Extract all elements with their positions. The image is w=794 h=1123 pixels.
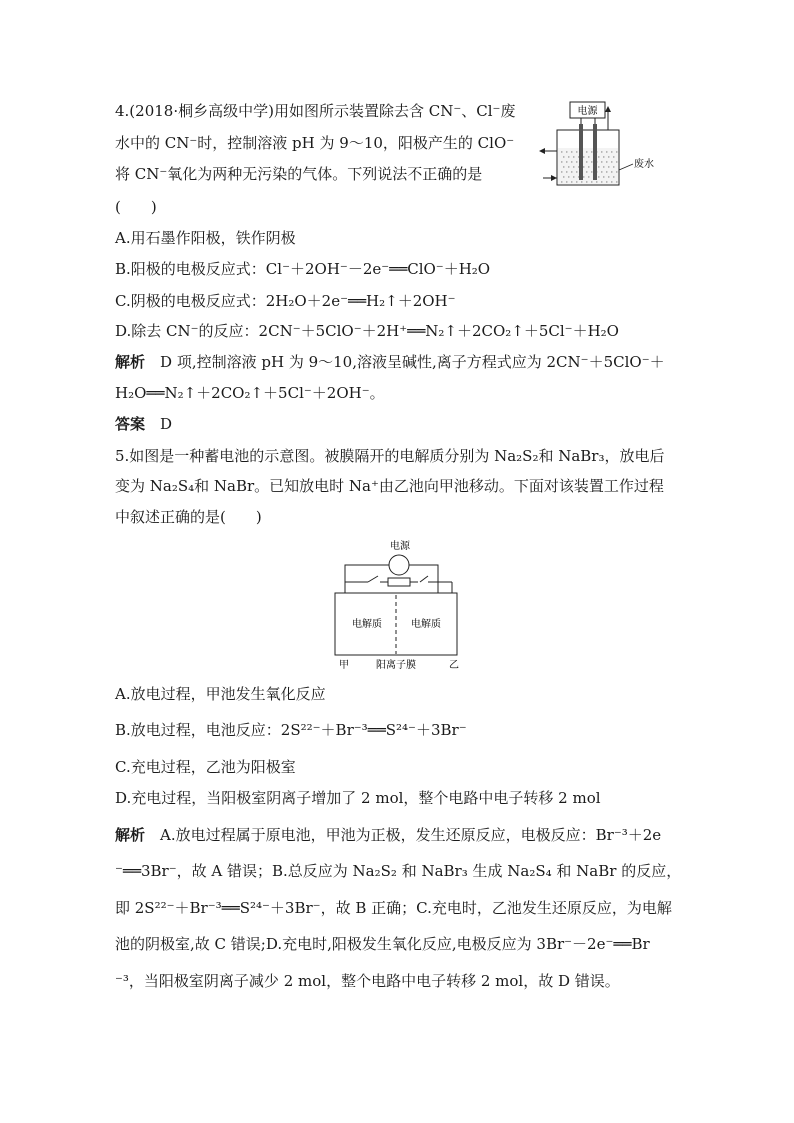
q5-power-source — [389, 555, 409, 575]
q4-analysis-label: 解析 — [115, 353, 146, 371]
q5-cell-b-label: 乙 — [449, 660, 459, 671]
q4-liquid — [558, 148, 618, 184]
q4-cathode — [593, 124, 597, 180]
q4-stem-line3: 将 CN⁻氧化为两种无污染的气体。下列说法不正确的是 — [115, 165, 483, 183]
q4-option-b: B.阳极的电极反应式：Cl⁻＋2OH⁻－2e⁻══ClO⁻＋H₂O — [115, 260, 491, 278]
q5-analysis-line5: ⁻³，当阳极室阴离子减少 2 mol，整个电路中电子转移 2 mol，故 D 错误。 — [115, 972, 620, 990]
q4-option-d: D.除去 CN⁻的反应：2CN⁻＋5ClO⁻＋2H⁺══N₂↑＋2CO₂↑＋5Cl⁻＋H₂O — [115, 322, 619, 340]
q5-resistor — [388, 578, 410, 586]
q5-battery-figure — [330, 538, 470, 673]
q5-option-d: D.充电过程，当阳极室阴离子增加了 2 mol，整个电路中电子转移 2 mol — [115, 789, 601, 807]
q4-analysis-line2: H₂O══N₂↑＋2CO₂↑＋5Cl⁻＋2OH⁻。 — [115, 384, 385, 402]
q5-analysis-line2: ⁻══3Br⁻，故 A 错误；B.总反应为 Na₂S₂ 和 NaBr₃ 生成 Na₂S₄ 和 NaBr 的反应， — [115, 862, 682, 880]
q5-power-label: 电源 — [390, 541, 410, 552]
q5-switch-right — [420, 576, 428, 582]
q5-analysis-text1: A.放电过程属于原电池，甲池为正极，发生还原反应，电极反应：Br⁻³＋2e — [160, 826, 662, 844]
q4-answer-line — [115, 414, 172, 434]
q5-membrane-label: 阳离子膜 — [376, 660, 416, 671]
q5-option-a: A.放电过程，甲池发生氧化反应 — [115, 685, 326, 703]
q5-option-b: B.放电过程，电池反应：2S²²⁻＋Br⁻³══S²⁴⁻＋3Br⁻ — [115, 721, 467, 739]
q5-analysis-label: 解析 — [115, 826, 146, 844]
q4-electrolysis-figure — [535, 100, 660, 192]
q4-analysis-line1 — [115, 352, 665, 372]
q4-option-a: A.用石墨作阳极，铁作阴极 — [115, 229, 296, 247]
q4-answer-value: D — [160, 415, 173, 433]
q4-analysis-text1: D 项,控制溶液 pH 为 9～10,溶液呈碱性,离子方程式应为 2CN⁻＋5ClO⁻＋ — [160, 353, 665, 371]
q5-option-c: C.充电过程，乙池为阳极室 — [115, 758, 296, 776]
q5-cell-a-label: 甲 — [339, 660, 349, 671]
q4-stem-line1: 4.(2018·桐乡高级中学)用如图所示装置除去含 CN⁻、Cl⁻废 — [115, 102, 516, 120]
q4-answer-paren: ( ) — [115, 198, 157, 216]
q5-analysis-line1 — [115, 825, 661, 845]
q5-stem-line2: 变为 Na₂S₄和 NaBr。已知放电时 Na⁺由乙池向甲池移动。下面对该装置工作过程 — [115, 477, 664, 495]
q4-stem-line2: 水中的 CN⁻时，控制溶液 pH 为 9～10，阳极产生的 ClO⁻ — [115, 134, 515, 152]
q5-electrolyte-left: 电解质 — [352, 619, 382, 630]
q5-analysis-line3: 即 2S²²⁻＋Br⁻³══S²⁴⁻＋3Br⁻，故 B 正确；C.充电时，乙池发生还原反应，为电解 — [115, 899, 672, 917]
q4-power-label: 电源 — [577, 106, 598, 117]
q5-switch-left — [368, 576, 378, 582]
q4-anode — [579, 124, 583, 180]
q4-wastewater-label: 废水 — [634, 159, 654, 170]
q4-answer-label: 答案 — [115, 415, 146, 433]
q5-stem-line1: 5.如图是一种蓄电池的示意图。被膜隔开的电解质分别为 Na₂S₂和 NaBr₃，放电后 — [115, 447, 665, 465]
q5-electrolyte-right: 电解质 — [411, 619, 441, 630]
q5-analysis-line4: 池的阴极室,故 C 错误;D.充电时,阳极发生氧化反应,电极反应为 3Br⁻－2e⁻══Br — [115, 935, 650, 953]
q4-option-c: C.阴极的电极反应式：2H₂O＋2e⁻══H₂↑＋2OH⁻ — [115, 292, 456, 310]
q5-stem-line3: 中叙述正确的是( ) — [115, 508, 262, 526]
